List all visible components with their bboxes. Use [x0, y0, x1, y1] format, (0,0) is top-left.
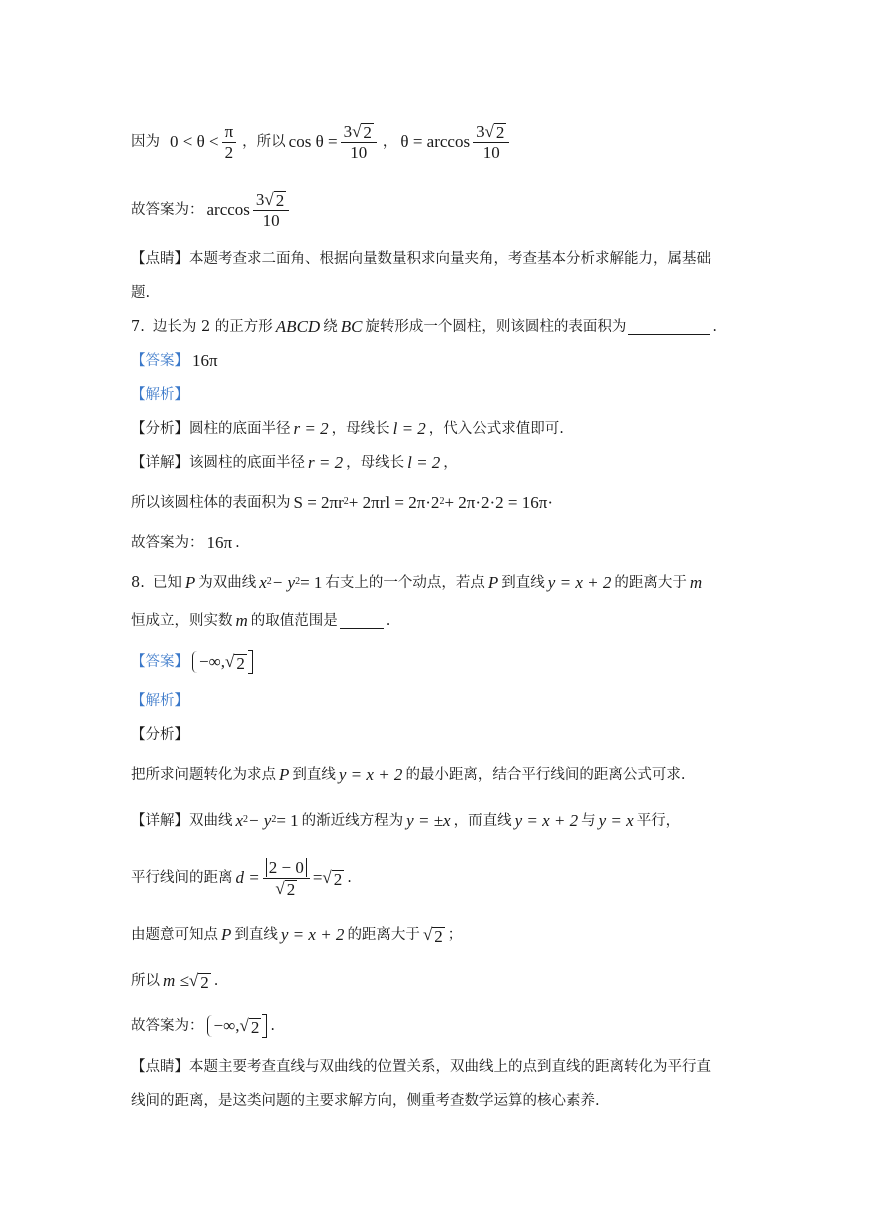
question-7: 7. 边长为 2 的正方形 ABCD 绕 BC 旋转形成一个圆柱，则该圆柱的表面积为 . — [131, 317, 718, 336]
text-line: 故答案为： −∞, √ 2 . — [131, 1016, 275, 1037]
text: ， — [382, 134, 398, 150]
text-line: 把所求问题转化为求点 P 到直线 y = x + 2 的最小距离，结合平行线间的距离公式可求. — [131, 765, 686, 784]
math-interval: −∞, √ 2 — [192, 650, 253, 674]
text-line — [131, 282, 739, 304]
text-line: 线间的距离，是这类问题的主要求解方向，侧重考查数学运算的核心素养. — [131, 1093, 600, 1109]
text-line: 【详解】双曲线 x $^2$ − y $^2$ = 1 的渐近线方程为 y = ±x ，而直线 y = x + 2 与 y = x 平行， — [131, 811, 681, 830]
answer-line — [131, 650, 739, 674]
text: 因为 — [131, 134, 160, 150]
text: 题. — [131, 285, 151, 301]
math-distance: d = 2 − 0 √ 2 = √ 2 — [235, 857, 343, 899]
text-line: 平行线间的距离 d = 2 − 0 √ 2 = √ 2 . — [131, 857, 352, 899]
math-area: S = 2πr $^2$ + 2πrl = 2π·2 $^2$ + 2π·2·2 = 16π · — [293, 493, 554, 512]
jiexi-line — [131, 384, 739, 406]
sqrt: √ 2 — [352, 121, 372, 142]
question-8: 8. 已知 P 为双曲线 x $^2$ − y $^2$ = 1 右支上的一个动点，若点 P 到直线 y = x + 2 的距离大于 m — [131, 573, 703, 592]
answer-tag: 【答案】 — [131, 353, 189, 369]
answer-blank — [628, 320, 710, 335]
text-line: 【详解】该圆柱的底面半径 r = 2 ，母线长 l = 2 ， — [131, 453, 458, 472]
sqrt: √ 2 — [188, 971, 209, 992]
text-line: 【分析】 — [131, 727, 189, 743]
text: 【点睛】本题考查求二面角、根据向量数量积求向量夹角，考查基本分析求解能力，属基础 — [131, 251, 711, 267]
text-line — [131, 248, 739, 270]
sqrt: √ 2 — [275, 878, 296, 899]
jiexi-tag: 【解析】 — [131, 387, 189, 403]
math-theta-arccos: θ = arccos 3 √ 2 10 — [400, 122, 512, 163]
text-line: 所以 m ≤ √ 2 . — [131, 971, 219, 992]
text-line — [131, 118, 739, 166]
jiexi-line — [131, 690, 739, 712]
answer-blank — [340, 614, 384, 629]
fraction: 2 − 0 √ 2 — [263, 858, 310, 899]
text-line: 恒成立，则实数 m 的取值范围是 . — [131, 611, 391, 630]
jiexi-tag: 【解析】 — [131, 693, 189, 709]
sqrt: √ 2 — [422, 925, 443, 946]
text-line: 由题意可知点 P 到直线 y = x + 2 的距离大于 √ 2 ； — [131, 925, 463, 946]
text-line — [131, 186, 739, 234]
math-answer: arccos 3 √ 2 10 — [207, 190, 293, 231]
sqrt: √ 2 — [322, 868, 343, 889]
fraction: 3 √ 2 10 — [341, 122, 377, 163]
answer-tag: 【答案】 — [131, 654, 189, 670]
text-line: 【分析】圆柱的底面半径 r = 2 ，母线长 l = 2 ，代入公式求值即可. — [131, 419, 564, 438]
fraction: 3 √ 2 10 — [473, 122, 509, 163]
answer-line: 【答案】 16π — [131, 351, 218, 370]
math-theta-range: 0 < θ < $\frac{\pi}{2}$ — [170, 122, 239, 163]
fraction: $\frac{\pi}{2}$ — [222, 122, 237, 163]
sqrt: √ 2 — [224, 652, 245, 673]
text-line: 所以该圆柱体的表面积为 S = 2πr $^2$ + 2πrl = 2π·2 $^2$ + 2π·2·2 = 16π · — [131, 493, 554, 512]
text: ，所以 — [242, 134, 286, 150]
math-cos-theta: cos θ = 3 √ 2 10 — [289, 122, 380, 163]
fraction: 3 √ 2 10 — [253, 190, 289, 231]
sqrt: √ 2 — [239, 1016, 260, 1037]
text-line: 【点睛】本题主要考查直线与双曲线的位置关系，双曲线上的点到直线的距离转化为平行直 — [131, 1059, 711, 1075]
math-interval: −∞, √ 2 — [207, 1014, 268, 1038]
sqrt: √ 2 — [484, 121, 505, 142]
sqrt: √ 2 — [264, 189, 285, 210]
text: 故答案为： — [131, 202, 204, 218]
text-line: 故答案为： 16π . — [131, 533, 240, 552]
